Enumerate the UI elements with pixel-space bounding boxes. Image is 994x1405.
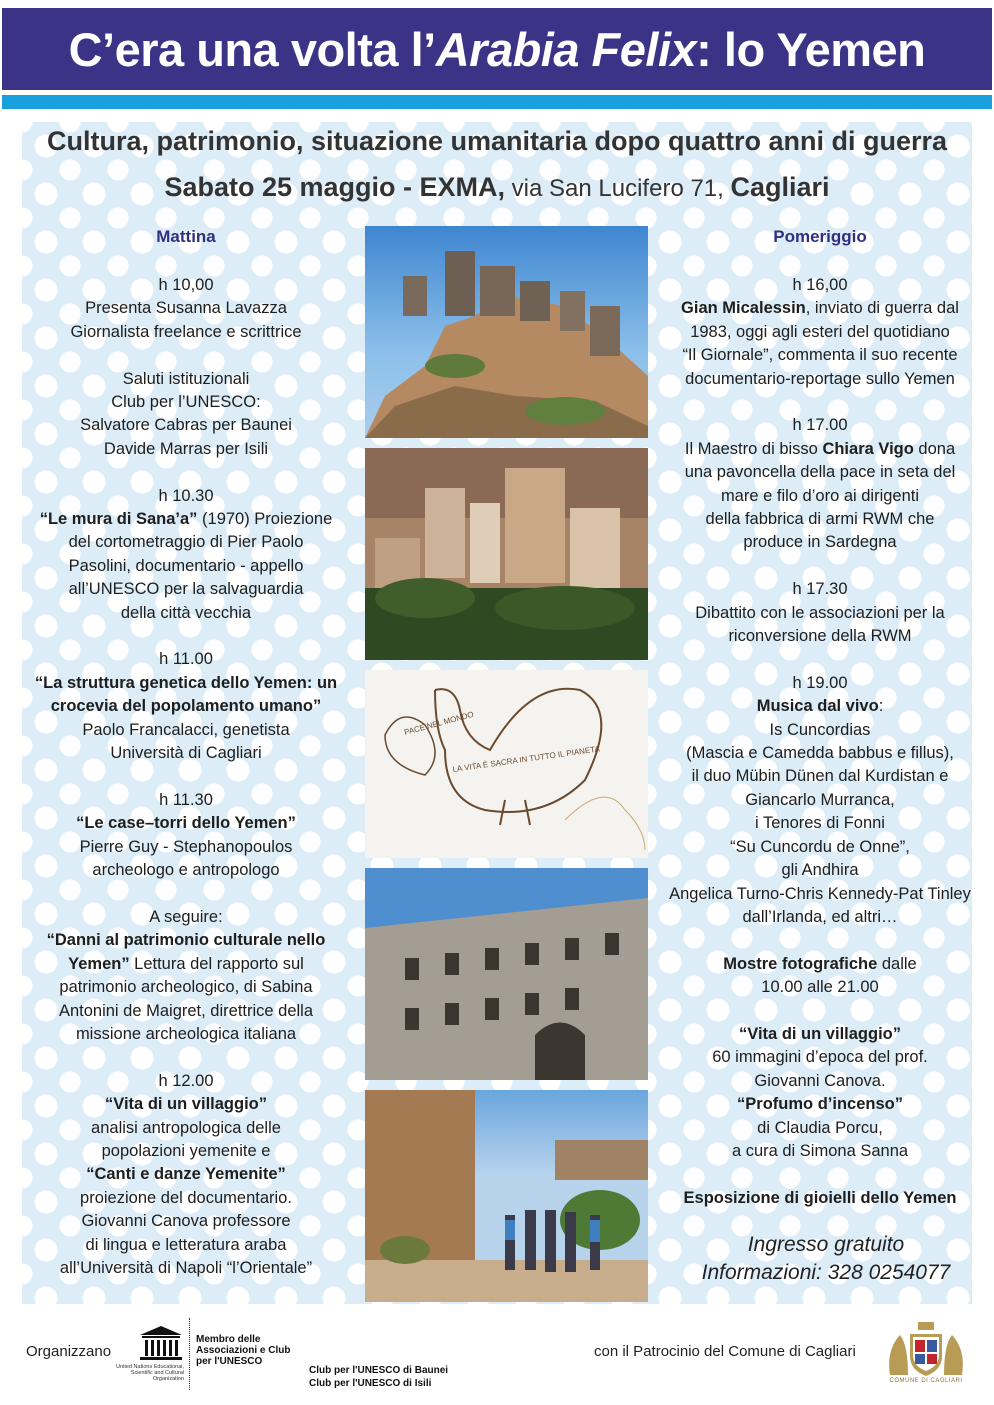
program-text: a cura di Simona Sanna [731,1141,909,1160]
program-line [18,1093,354,1116]
program-text: Giovanni Canova. [754,1071,886,1090]
program-text: Davide Marras per Isili [103,439,269,458]
program-spacer [656,391,984,414]
title-italic: Arabia Felix [435,22,697,76]
program-line [656,368,984,391]
program-text: della città vecchia [120,603,252,622]
program-text: dall’Irlanda, ed altri… [742,907,898,926]
program-highlight: “Canti e danze Yemenite” [86,1165,286,1184]
free-entry: Ingresso gratuito [747,1233,905,1256]
program-line [18,1140,354,1163]
program-line [656,414,984,437]
title-text: C’era una volta l’ [68,22,436,76]
member-line-2: Associazioni e Club [196,1345,291,1356]
program-text: i Tenores di Fonni [755,814,885,833]
program-highlight: “La struttura genetica dello Yemen: un [34,673,338,692]
program-highlight: Musica dal vivo [756,697,879,716]
program-text: (1970) Proiezione [197,510,333,529]
morning-heading: Mattina [156,227,216,246]
program-line [18,1163,354,1186]
program-text: dalle [877,954,917,973]
program-line [656,1093,984,1116]
program-highlight: crocevia del popolamento umano” [50,697,322,716]
program-text: di Claudia Porcu, [757,1118,883,1137]
program-line [18,1117,354,1140]
event-date: Sabato 25 maggio - EXMA, [164,172,506,202]
children-village-image [365,1090,648,1302]
program-line [18,1070,354,1093]
program-line [656,1023,984,1046]
program-line [18,789,354,812]
program-text: h 17.30 [792,580,848,599]
program-line [656,812,984,835]
program-line [18,297,354,320]
afternoon-heading: Pomeriggio [773,227,867,246]
program-text: h 19.00 [792,673,848,692]
program-highlight: “Le mura di Sana’a” [39,510,198,529]
program-text: , inviato di guerra dal [805,299,959,318]
subtitle: Cultura, patrimonio, situazione umanitaria dopo quattro anni di guerra [46,126,948,156]
program-text: all’Università di Napoli “l’Orientale” [59,1258,313,1277]
program-line [18,695,354,718]
program-text: missione archeologica italiana [75,1024,297,1043]
unesco-membership [196,1334,290,1367]
program-line [656,531,984,554]
program-text: produce in Sardegna [743,533,897,552]
program-line [656,976,984,999]
unesco-caption: United Nations Educational, Scientific and Cultural Organization [116,1364,184,1382]
program-text: Il Maestro di bisso [684,439,823,458]
program-text: archeologo e antropologo [92,861,280,880]
program-line [18,812,354,835]
program-spacer [18,625,354,648]
program-text: Paolo Francalacci, genetista [82,720,290,739]
photo-peace-dove-embroidery [365,670,648,858]
program-text: Angelica Turno-Chris Kennedy-Pat Tinley [669,884,971,903]
program-text: Club per l’UNESCO: [111,393,261,412]
program-text: A seguire: [149,907,223,926]
program-text: Salvatore Cabras per Baunei [80,416,292,435]
program-highlight: Yemen” [68,954,130,973]
program-line [18,1023,354,1046]
program-line [18,414,354,437]
program-line [656,672,984,695]
program-line [18,531,354,554]
program-line [18,1257,354,1280]
program-text: : [878,697,884,716]
cliff-village-image [365,226,648,438]
program-text: gli Andhira [781,861,859,880]
program-text: una pavoncella della pace in seta del [684,463,956,482]
program-spacer [18,765,354,788]
program-line [656,1046,984,1069]
program-spacer [18,1046,354,1069]
program-text: h 10,00 [158,276,214,294]
program-line [656,485,984,508]
program-text: all’UNESCO per la salvaguardia [68,580,304,599]
program-text: h 16,00 [792,276,848,294]
program-line [18,859,354,882]
program-line [656,508,984,531]
club-baunei: Club per l'UNESCO di Baunei [309,1365,449,1376]
program-text: della fabbrica di armi RWM che [705,510,935,529]
program-line [656,695,984,718]
program-text: Saluti istituzionali [122,369,250,388]
program-line [18,368,354,391]
title-text-end: : lo Yemen [696,22,926,76]
program-line [656,625,984,648]
program-spacer [18,344,354,367]
program-line [656,789,984,812]
unesco-divider [189,1318,190,1390]
program-spacer [656,1000,984,1023]
program-line [18,648,354,671]
program-text: h 11.30 [159,790,213,809]
program-highlight: Gian Micalessin [681,299,806,318]
program-line [656,578,984,601]
program-text: Giovanni Canova professore [81,1212,291,1231]
program-line [18,719,354,742]
program-highlight: “Vita di un villaggio” [739,1024,901,1043]
program-text: Dibattito con le associazioni per la [695,603,945,622]
program-line [18,836,354,859]
program-spacer [18,883,354,906]
program-line [18,485,354,508]
patronage-text: con il Patrocinio del Comune di Cagliari [594,1343,856,1360]
program-line [18,602,354,625]
photo-cliff-village [365,226,648,438]
program-line [656,602,984,625]
program-line [656,1140,984,1163]
doodle-text-life: LA VITA È SACRA IN TUTTO IL PIANETA [452,744,601,774]
program-text: Presenta Susanna Lavazza [85,299,287,318]
program-text: 60 immagini d’epoca del prof. [712,1048,928,1067]
member-line-1: Membro delle [196,1334,261,1345]
photo-children-village [365,1090,648,1302]
program-text: Università di Cagliari [110,744,262,763]
program-text: Lettura del rapporto sul [129,954,304,973]
program-highlight: Chiara Vigo [822,439,914,458]
program-line [18,1000,354,1023]
program-text: Is Cuncordias [769,720,871,739]
program-spacer [18,461,354,484]
afternoon-program [656,274,984,1210]
photo-valley-town [365,448,648,660]
clubs-list [309,1364,448,1390]
program-line [18,578,354,601]
program-line [18,391,354,414]
program-text: h 12.00 [158,1071,214,1090]
info-phone: Informazioni: 328 0254077 [701,1261,951,1284]
program-highlight: “Profumo d’incenso” [737,1095,903,1114]
program-text: h 17.00 [792,416,848,435]
program-text: “Il Giornale”, commenta il suo recente [682,346,958,365]
program-text: (Mascia e Camedda babbus e fillus), [686,744,954,763]
tower-house-image [365,868,648,1080]
program-text: riconversione della RWM [728,627,912,646]
program-line [18,672,354,695]
program-line [656,1187,984,1210]
member-line-3: per l'UNESCO [196,1356,263,1367]
program-text: il duo Mübin Dünen dal Kurdistan e [691,767,949,786]
poster-title [2,8,992,90]
unesco-temple-logo [140,1326,182,1362]
program-text: mare e filo d’oro ai dirigenti [720,486,920,505]
morning-program [18,274,354,1280]
program-line [18,1210,354,1233]
program-text: Pierre Guy - Stephanopoulos [79,837,293,856]
program-text: Pasolini, documentario - appello [68,556,304,575]
program-text: del cortometraggio di Pier Paolo [68,533,304,552]
program-highlight: “Vita di un villaggio” [105,1095,267,1114]
program-line [656,1117,984,1140]
event-city: Cagliari [730,172,830,202]
program-spacer [656,1163,984,1186]
program-line [656,438,984,461]
program-line [18,976,354,999]
program-line [18,274,354,297]
program-line [656,461,984,484]
program-text: h 10.30 [158,486,214,505]
program-text: 1983, oggi agli esteri del quotidiano [690,322,950,341]
program-line [656,953,984,976]
program-highlight: “Le case–torri dello Yemen” [76,814,296,833]
program-line [18,508,354,531]
program-line [18,1187,354,1210]
comune-cagliari-crest [880,1320,972,1386]
program-text: Giancarlo Murranca, [745,790,895,809]
program-line [18,906,354,929]
program-text: Antonini de Maigret, direttrice della [58,1001,314,1020]
program-highlight: Esposizione di gioielli dello Yemen [683,1188,957,1207]
program-text: h 11.00 [159,650,213,669]
program-text: “Su Cuncordu de Onne”, [730,837,910,856]
program-line [18,953,354,976]
program-highlight: “Danni al patrimonio culturale nello [46,931,326,950]
program-line [656,906,984,929]
peace-dove-image [365,670,648,858]
program-text: documentario-reportage sullo Yemen [685,369,955,388]
valley-town-image [365,448,648,660]
doodle-text-peace: PACE NEL MONDO [403,709,475,737]
organizers-label: Organizzano [26,1343,112,1360]
program-line [18,555,354,578]
program-line [656,321,984,344]
program-line [656,1070,984,1093]
accent-bar [2,95,992,109]
program-text: analisi antropologica delle [91,1118,281,1137]
event-address: via San Lucifero 71, [505,175,731,202]
program-text: popolazioni yemenite e [101,1141,271,1160]
program-line [656,274,984,297]
program-line [656,765,984,788]
photo-tower-house-facade [365,868,648,1080]
program-line [18,1234,354,1257]
program-text: Giornalista freelance e scrittrice [70,322,302,341]
program-line [18,742,354,765]
program-line [656,297,984,320]
program-text: proiezione del documentario. [80,1188,292,1207]
club-isili: Club per l'UNESCO di Isili [309,1378,432,1389]
program-line [656,883,984,906]
program-line [656,836,984,859]
comune-crest-caption: COMUNE DI CAGLIARI [889,1378,963,1384]
program-line [18,929,354,952]
program-text: dona [913,439,956,458]
program-text: patrimonio archeologico, di Sabina [59,978,313,997]
program-line [18,321,354,344]
program-highlight: Mostre fotografiche [723,954,878,973]
program-spacer [656,555,984,578]
program-line [656,719,984,742]
program-text: di lingua e letteratura araba [85,1235,287,1254]
program-spacer [656,648,984,671]
program-line [656,742,984,765]
program-line [656,859,984,882]
program-spacer [656,929,984,952]
program-line [18,438,354,461]
program-text: 10.00 alle 21.00 [761,978,879,997]
event-dateline [0,172,994,203]
program-line [656,344,984,367]
